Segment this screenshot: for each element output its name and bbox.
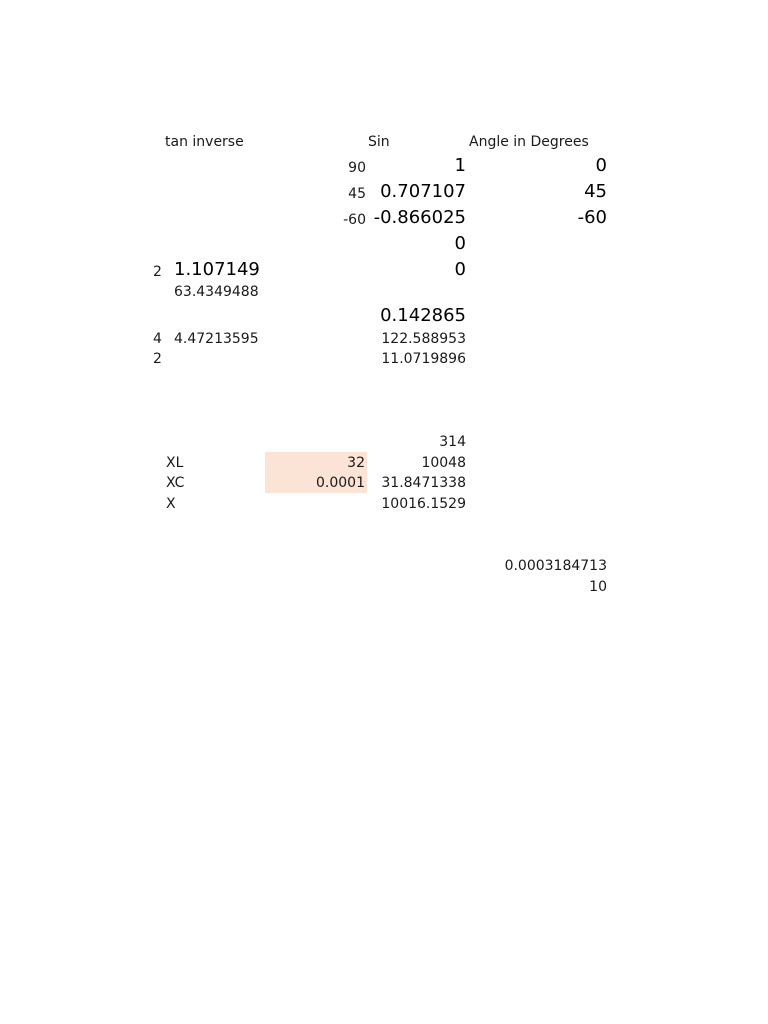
xl-result: 10048 [421,455,466,471]
header-tan-inverse: tan inverse [165,134,244,150]
sin-value-2: 0.707107 [380,181,466,202]
angle-input-3: -60 [343,212,366,228]
x-result: 10016.1529 [381,496,466,512]
xc-result: 31.8471338 [381,475,466,491]
xc-input[interactable]: 0.0001 [316,475,365,491]
tan-inverse-degrees: 63.4349488 [174,284,259,300]
sin-value-9: 11.0719896 [381,351,466,367]
angle-input-2: 45 [348,186,366,202]
header-sin: Sin [368,134,390,150]
sqrt-value: 4.47213595 [174,331,259,347]
degree-value-2: 45 [584,181,607,202]
tan-inverse-value: 1.107149 [174,259,260,280]
cell-a-9: 2 [153,351,162,367]
angle-input-1: 90 [348,160,366,176]
x-label: X [166,496,176,512]
sin-value-3: -0.866025 [373,207,466,228]
omega-value: 314 [439,434,466,450]
sin-value-1: 1 [454,155,466,176]
sin-value-7: 0.142865 [380,305,466,326]
degree-value-1: 0 [595,155,607,176]
cell-a-8: 4 [153,331,162,347]
cell-a-5: 2 [153,264,162,280]
sin-value-5: 0 [454,259,466,280]
bottom-value-2: 10 [589,579,607,595]
xl-input[interactable]: 32 [347,455,365,471]
degree-value-3: -60 [577,207,607,228]
bottom-value-1: 0.0003184713 [504,558,607,574]
xl-label: XL [166,455,184,471]
sin-value-8: 122.588953 [381,331,466,347]
header-angle-degrees: Angle in Degrees [469,134,589,150]
xc-label: XC [166,475,185,491]
sin-value-4: 0 [454,233,466,254]
